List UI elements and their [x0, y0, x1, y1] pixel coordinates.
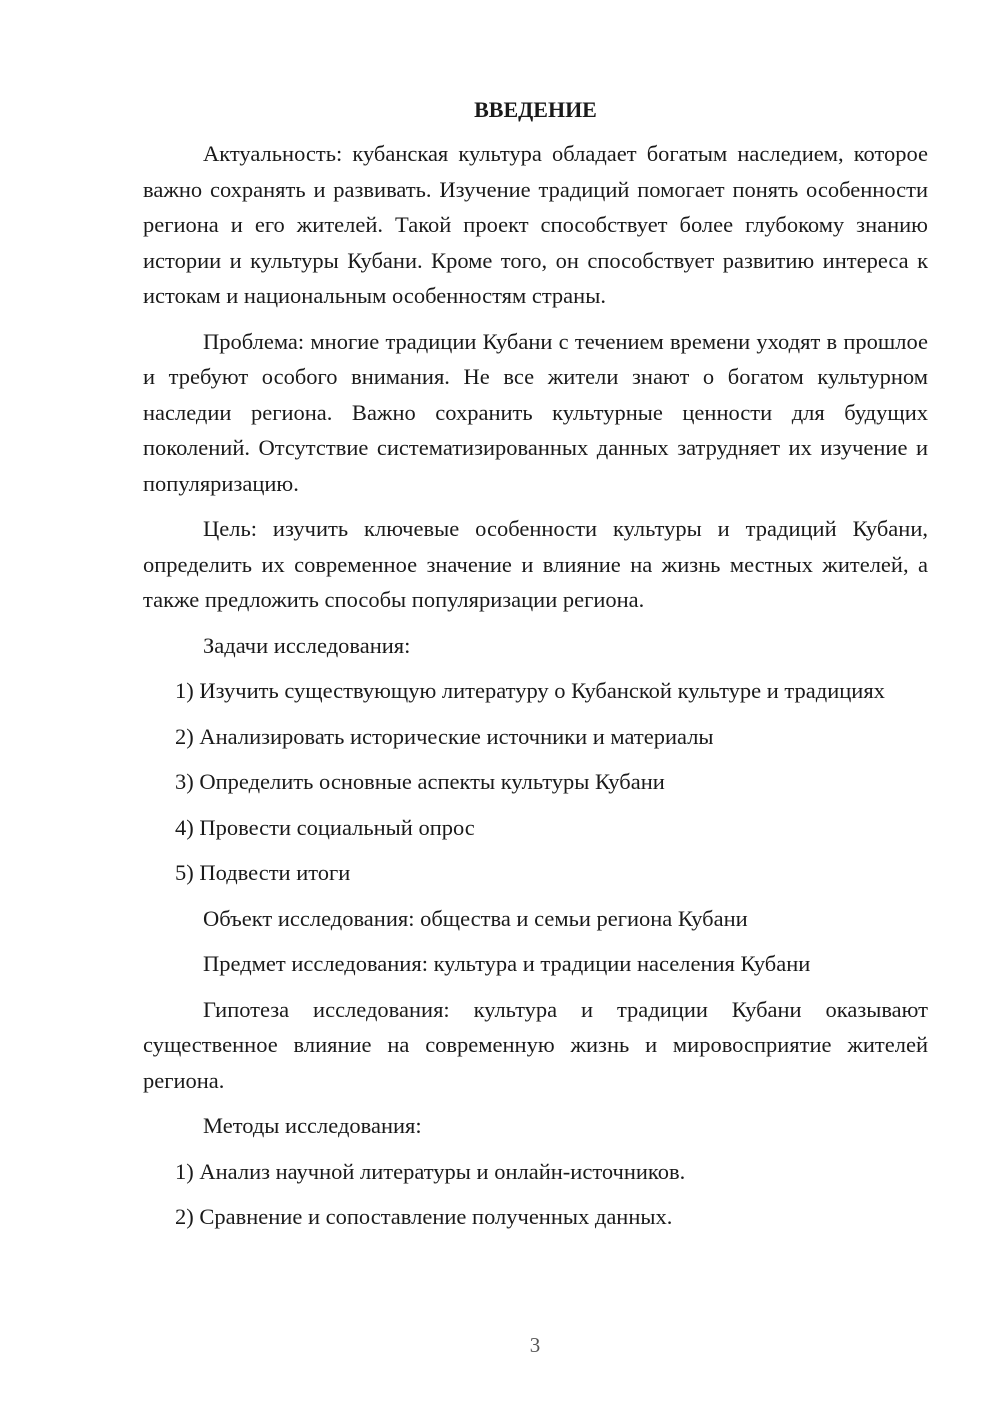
- document-page: [143, 96, 928, 1245]
- list-item: 1) Изучить существующую литературу о Кубанской культуре и традициях: [175, 678, 885, 703]
- hypothesis-paragraph: Гипотеза исследования: культура и традиции Кубани оказывают существенное влияние на современную жизнь и мировосприятие жителей региона.: [143, 996, 928, 1093]
- list-item: 5) Подвести итоги: [175, 860, 351, 885]
- list-item: 2) Анализировать исторические источники и материалы: [175, 723, 714, 749]
- list-item: 2) Сравнение и сопоставление полученных данных.: [175, 1204, 673, 1229]
- methods-list: [143, 1154, 928, 1235]
- tasks-heading: Задачи исследования:: [203, 632, 411, 658]
- problem-paragraph: Проблема: многие традиции Кубани с течением времени уходят в прошлое и требуют особого внимания. Не все жители знают о богатом культурном наследии региона. Важно сохранить культурные ценности для будущих поколений. Отсутствие систематизированных данных затрудняет их изучение и популяризацию.: [143, 328, 928, 496]
- list-item: 4) Провести социальный опрос: [175, 814, 475, 840]
- document-title: ВВЕДЕНИЕ: [474, 97, 597, 122]
- tasks-list: [143, 673, 928, 891]
- goal-paragraph: Цель: изучить ключевые особенности культуры и традиций Кубани, определить их современное значение и влияние на жизнь местных жителей, а также предложить способы популяризации региона.: [143, 516, 928, 612]
- list-item: 1) Анализ научной литературы и онлайн-источников.: [175, 1158, 686, 1184]
- object-paragraph: Объект исследования: общества и семьи региона Кубани: [203, 905, 748, 931]
- page-number: 3: [529, 1333, 541, 1357]
- methods-heading: Методы исследования:: [203, 1113, 422, 1138]
- list-item: 3) Определить основные аспекты культуры Кубани: [175, 769, 665, 794]
- subject-paragraph: Предмет исследования: культура и традиции населения Кубани: [203, 951, 811, 976]
- relevance-paragraph: Актуальность: кубанская культура обладает богатым наследием, которое важно сохранять и развивать. Изучение традиций помогает понять особенности региона и его жителей. Такой проект способствует более глубокому знанию истории и культуры Кубани. Кроме того, он способствует развитию интереса к истокам и национальным особенностям страны.: [143, 141, 928, 308]
